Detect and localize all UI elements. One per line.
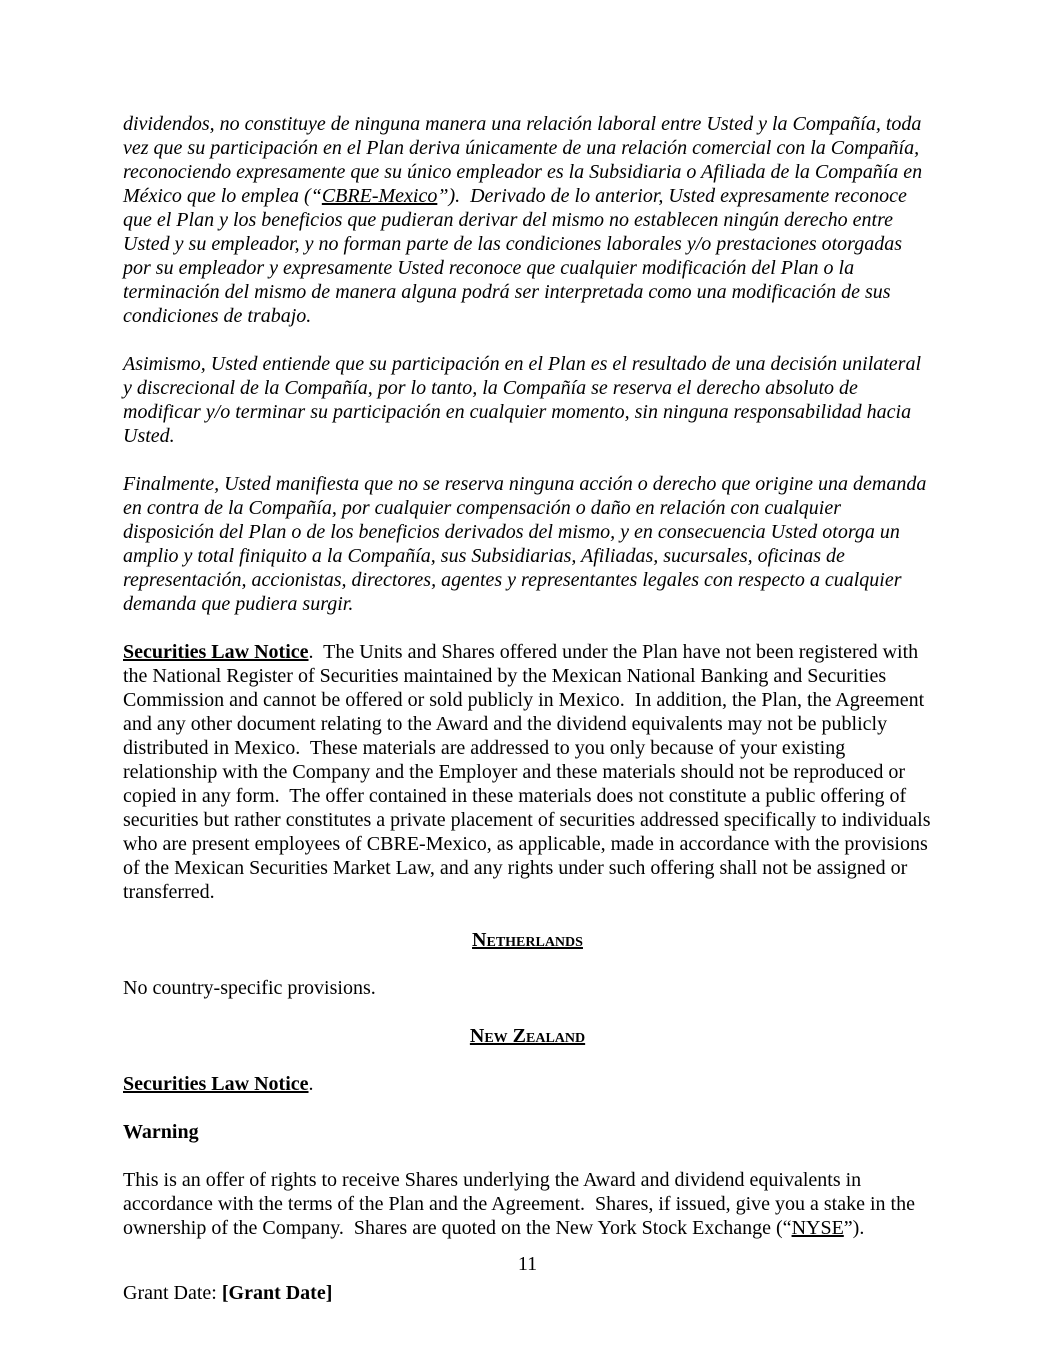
paragraph-mexico-securities-law-notice — [123, 640, 936, 904]
heading-netherlands: Netherlands — [472, 929, 583, 951]
paragraph-mexico-labor-acknowledgment-2: Asimismo, Usted entiende que su participación en el Plan es el resultado de una decisión unilateral y discrecional de la Compañía, por lo tanto, la Compañía se reserva el derecho absoluto de modificar y/o terminar su participación en cualquier momento, sin ninguna responsabilidad hacia Usted. — [123, 353, 927, 447]
grant-date-label: Grant Date: — [123, 1282, 222, 1304]
paragraph-netherlands-provisions: No country-specific provisions. — [123, 977, 376, 999]
paragraph-text: ”). Derivado de lo anterior, Usted expresamente reconoce que el Plan y los beneficios que pudieran derivar del mismo no establecen ningún derecho entre Usted y su empleador, y no forman parte de las condiciones laborales y/o prestaciones otorgadas por su empleador y expresamente Usted reconoce que cualquier modificación del Plan o la terminación del mismo de manera alguna podrá ser interpretada como una modificación de sus condiciones de trabajo. — [123, 185, 912, 327]
paragraph-nz-offer — [123, 1168, 932, 1240]
page-number: 11 — [517, 1253, 538, 1275]
heading-warning: Warning — [123, 1121, 199, 1143]
heading-period: . — [308, 1073, 314, 1095]
defined-term-nyse: NYSE — [791, 1217, 844, 1239]
footer-grant-date — [123, 1281, 332, 1305]
paragraph-text: . The Units and Shares offered under the Plan have not been registered with the National Register of Securities maintained by the Mexican National Banking and Securities Commission and cannot be offered or sold publicly in Mexico. In addition, the Plan, the Agreement and any other document relating to the Award and the dividend equivalents may not be publicly distributed in Mexico. These materials are addressed to you only because of your existing relationship with the Company and the Employer and these materials should not be reproduced or copied in any form. The offer contained in these materials does not constitute a public offering of securities but rather constitutes a private placement of securities addressed specifically to individuals who are present employees of CBRE-Mexico, as applicable, made in accordance with the provisions of the Mexican Securities Market Law, and any rights under such offering shall not be assigned or transferred. — [123, 641, 936, 903]
paragraph-text: dividendos, no constituye de ninguna manera una relación laboral entre Usted y la Compañía, toda vez que su participación en el Plan deriva únicamente de una relación comercial con la Compañía, reconociendo expresamente que su único empleador es la Subsidiaria o Afiliada de la Compañía en México que lo emplea (“ — [123, 113, 928, 207]
paragraph-mexico-labor-acknowledgment-1 — [123, 112, 932, 328]
paragraph-text: ”). — [843, 1217, 865, 1239]
securities-law-notice-lead: Securities Law Notice — [123, 641, 309, 663]
paragraph-text: This is an offer of rights to receive Shares underlying the Award and dividend equivalents in accordance with the terms of the Plan and the Agreement. Shares, if issued, give you a stake in the ownership of the Company. Shares are quoted on the New York Stock Exchange (“ — [123, 1169, 920, 1239]
paragraph-mexico-labor-acknowledgment-3: Finalmente, Usted manifiesta que no se reserva ninguna acción o derecho que origine una demanda en contra de la Compañía, por cualquier compensación o daño en relación con cualquier disposición del Plan o de los beneficios derivados del mismo, y en consecuencia Usted otorga un amplio y total finiquito a la Compañía, sus Subsidiarias, Afiliadas, sucursales, oficinas de representación, accionistas, directores, agentes y representantes legales con respecto a cualquier demanda que pudiera surgir. — [123, 473, 932, 615]
grant-date-placeholder: [Grant Date] — [221, 1282, 333, 1304]
heading-new-zealand: New Zealand — [469, 1025, 586, 1047]
heading-nz-securities-law-notice — [123, 1072, 932, 1096]
securities-law-notice-lead: Securities Law Notice — [123, 1073, 309, 1095]
defined-term-cbre-mexico: CBRE-Mexico — [321, 185, 438, 207]
